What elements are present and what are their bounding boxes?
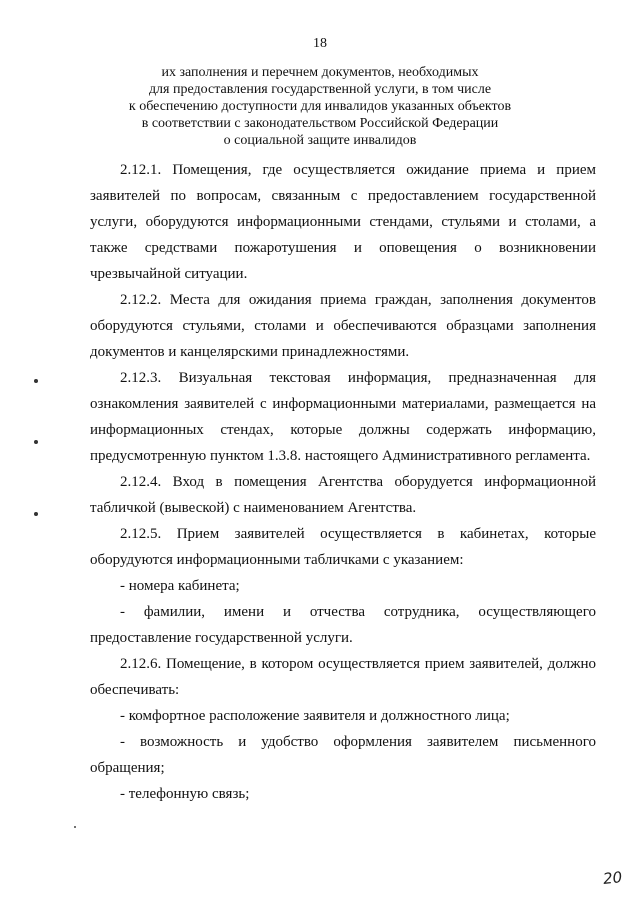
paragraph-2-12-6: 2.12.6. Помещение, в котором осуществляется прием заявителей, должно обеспечивать: <box>90 656 596 698</box>
paragraph-2-12-4: 2.12.4. Вход в помещения Агентства оборудуется информационной табличкой (вывеской) с наименованием Агентства. <box>90 474 596 516</box>
heading-line: для предоставления государственной услуги, в том числе <box>148 82 492 97</box>
handwritten-page-number: 20 <box>602 868 623 888</box>
binding-hole-mark <box>34 440 38 444</box>
page-number: 18 <box>313 36 327 51</box>
document-body <box>90 157 596 807</box>
bullet-written-appeal: - возможность и удобство оформления заявителем письменного обращения; <box>90 734 596 776</box>
heading-line: к обеспечению доступности для инвалидов указанных объектов <box>128 99 512 114</box>
heading-line: их заполнения и перечнем документов, необходимых <box>161 65 479 80</box>
binding-hole-mark <box>34 379 38 383</box>
heading-line: в соответствии с законодательством Российской Федерации <box>141 116 499 131</box>
binding-hole-mark <box>34 512 38 516</box>
paragraph-2-12-5: 2.12.5. Прием заявителей осуществляется в кабинетах, которые оборудуются информационными табличками с указанием: <box>90 526 596 568</box>
bullet-room-number: - номера кабинета; <box>120 578 240 594</box>
paragraph-2-12-1: 2.12.1. Помещения, где осуществляется ожидание приема и прием заявителей по вопросам, связанным с предоставлением государственной услуги, оборудуются информационными стендами, стульями и столами, а также средствами пожаротушения и оповещения о возникновении чрезвычайной ситуации. <box>90 162 596 282</box>
heading-line: о социальной защите инвалидов <box>223 133 417 148</box>
paragraph-2-12-2: 2.12.2. Места для ожидания приема граждан, заполнения документов оборудуются стульями, столами и обеспечиваются образцами заполнения документов и канцелярскими принадлежностями. <box>90 292 596 360</box>
bullet-comfort: - комфортное расположение заявителя и должностного лица; <box>120 708 510 724</box>
paragraph-2-12-3: 2.12.3. Визуальная текстовая информация, предназначенная для ознакомления заявителей с информационными материалами, размещается на информационных стендах, которые должны содержать информацию, предусмотренную пунктом 1.3.8. настоящего Административного регламента. <box>90 370 596 464</box>
bullet-employee-name: - фамилии, имени и отчества сотрудника, осуществляющего предоставление государственной услуги. <box>90 604 596 646</box>
section-heading <box>100 64 540 149</box>
bullet-phone: - телефонную связь; <box>120 786 250 802</box>
scan-speck <box>74 826 76 828</box>
